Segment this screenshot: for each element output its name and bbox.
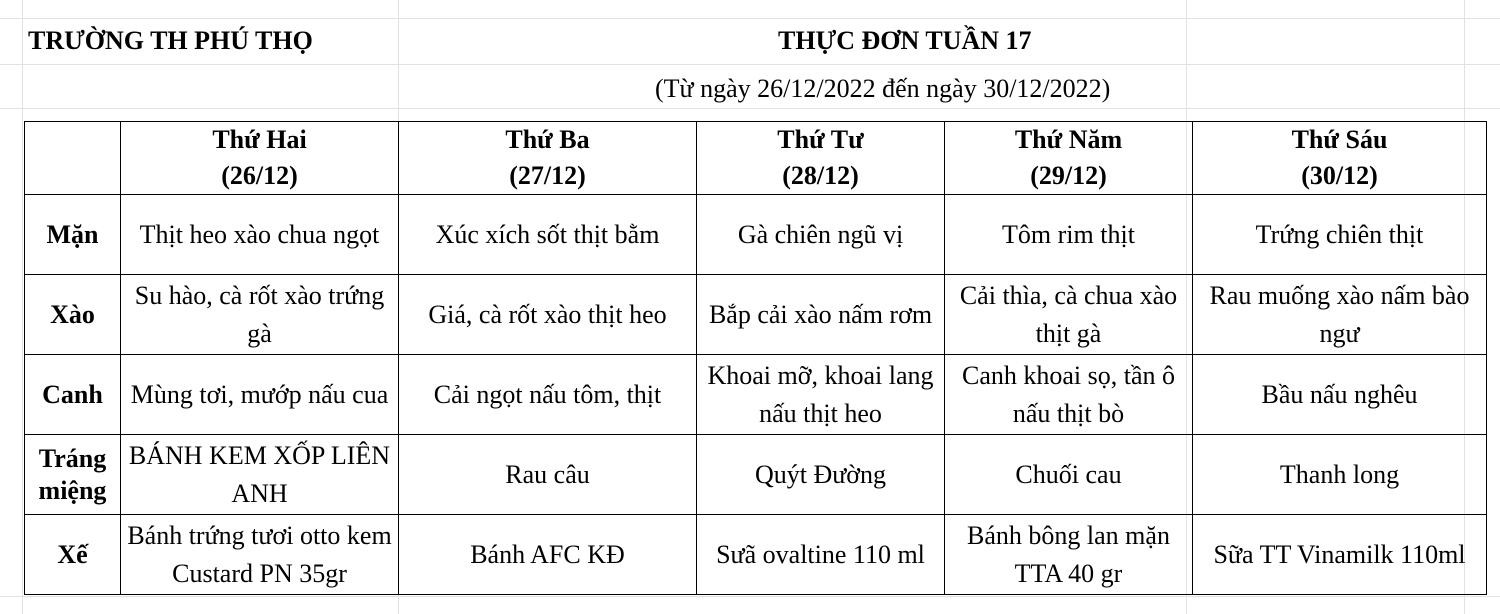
grid-line — [0, 596, 1500, 597]
grid-line — [0, 108, 1500, 109]
grid-line — [0, 64, 1500, 65]
page-title — [690, 26, 1250, 56]
day-date: (28/12) — [782, 161, 859, 190]
menu-cell: Thanh long — [1193, 435, 1487, 515]
table-row — [25, 515, 1487, 595]
row-label: Xào — [25, 275, 121, 355]
menu-cell: Bánh AFC KĐ — [399, 515, 697, 595]
menu-cell: Mùng tơi, mướp nấu cua — [121, 355, 399, 435]
menu-cell: Trứng chiên thịt — [1193, 195, 1487, 275]
day-name: Thứ Tư — [777, 125, 864, 154]
menu-cell: Thịt heo xào chua ngọt — [121, 195, 399, 275]
day-name: Thứ Ba — [505, 125, 590, 154]
day-header — [945, 122, 1193, 195]
menu-cell: Xúc xích sốt thịt bằm — [399, 195, 697, 275]
day-header — [697, 122, 945, 195]
row-label: Canh — [25, 355, 121, 435]
menu-cell: Sưã ovaltine 110 ml — [697, 515, 945, 595]
date-range: (Từ ngày 26/12/2022 đến ngày 30/12/2022) — [655, 74, 1111, 103]
table-row — [25, 275, 1487, 355]
school-name: TRƯỜNG TH PHÚ THỌ — [28, 26, 313, 55]
menu-cell: Bánh trứng tươi otto kem Custard PN 35gr — [121, 515, 399, 595]
row-label: Xế — [25, 515, 121, 595]
menu-cell: Bắp cải xào nấm rơm — [697, 275, 945, 355]
menu-cell: Rau muống xào nấm bào ngư — [1193, 275, 1487, 355]
menu-cell: Quýt Đường — [697, 435, 945, 515]
day-name: Thứ Năm — [1014, 125, 1123, 154]
menu-cell: Khoai mỡ, khoai lang nấu thịt heo — [697, 355, 945, 435]
menu-cell: Cải thìa, cà chua xào thịt gà — [945, 275, 1193, 355]
menu-cell: Bầu nấu nghêu — [1193, 355, 1487, 435]
day-date: (26/12) — [221, 161, 298, 190]
menu-cell: Giá, cà rốt xào thịt heo — [399, 275, 697, 355]
corner-cell — [25, 122, 121, 195]
menu-cell: Bánh bông lan mặn TTA 40 gr — [945, 515, 1193, 595]
menu-cell: Sữa TT Vinamilk 110ml — [1193, 515, 1487, 595]
day-header — [1193, 122, 1487, 195]
menu-cell: Gà chiên ngũ vị — [697, 195, 945, 275]
day-name: Thứ Hai — [212, 125, 307, 154]
day-date: (30/12) — [1301, 161, 1378, 190]
day-header — [399, 122, 697, 195]
day-date: (29/12) — [1030, 161, 1107, 190]
menu-table — [24, 121, 1487, 595]
menu-cell: Canh khoai sọ, tần ô nấu thịt bò — [945, 355, 1193, 435]
menu-cell: Su hào, cà rốt xào trứng gà — [121, 275, 399, 355]
menu-cell: Rau câu — [399, 435, 697, 515]
row-label: Mặn — [25, 195, 121, 275]
menu-cell: BÁNH KEM XỐP LIÊN ANH — [121, 435, 399, 515]
day-date: (27/12) — [509, 161, 586, 190]
row-label: Tráng miệng — [25, 435, 121, 515]
day-header — [121, 122, 399, 195]
header-row — [25, 122, 1487, 195]
menu-cell: Cải ngọt nấu tôm, thịt — [399, 355, 697, 435]
menu-cell: Chuối cau — [945, 435, 1193, 515]
table-row — [25, 435, 1487, 515]
menu-cell: Tôm rim thịt — [945, 195, 1193, 275]
day-name: Thứ Sáu — [1291, 125, 1388, 154]
grid-line — [22, 0, 23, 614]
title-text: THỰC ĐƠN TUẦN 17 — [778, 26, 1032, 55]
table-row — [25, 195, 1487, 275]
table-row — [25, 355, 1487, 435]
grid-line — [0, 18, 1500, 19]
